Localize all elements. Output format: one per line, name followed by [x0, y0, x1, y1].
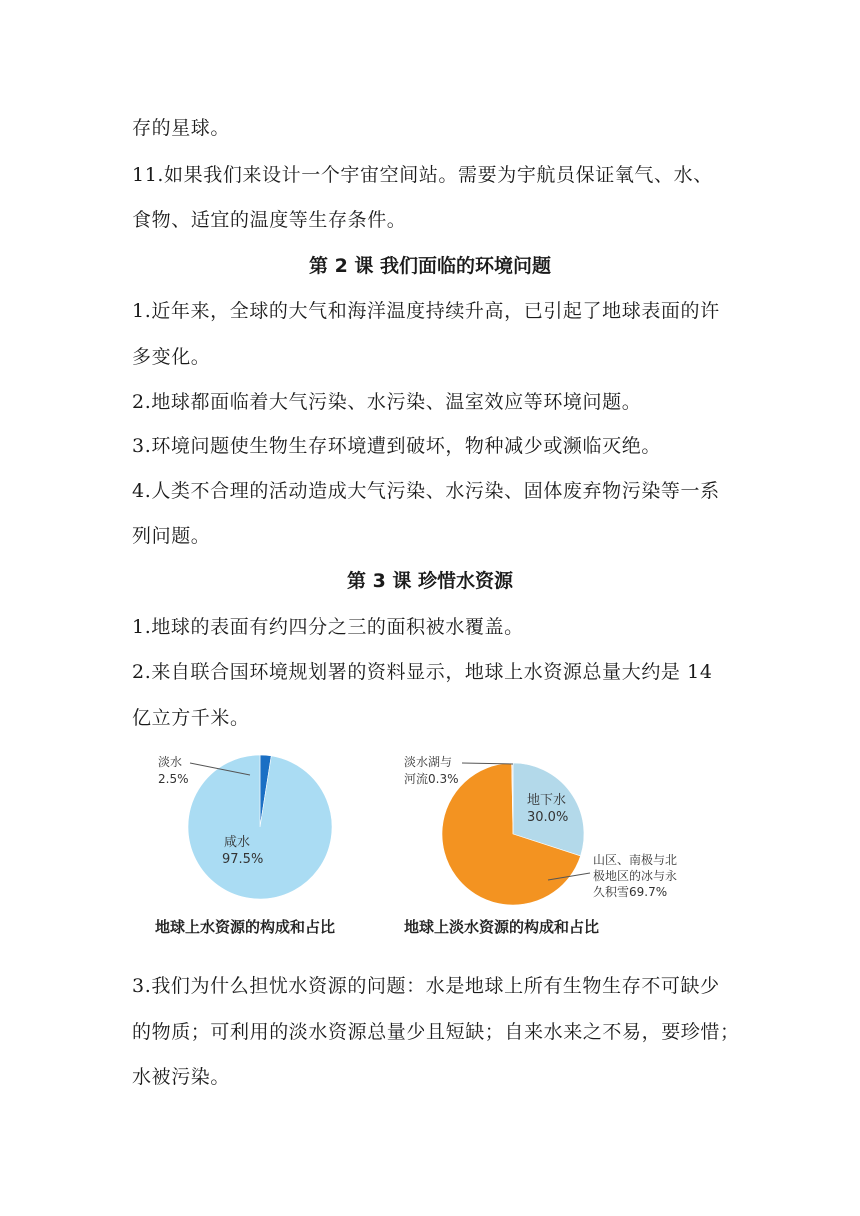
- chart-freshwater-composition: [442, 763, 584, 905]
- body-line-8: 4.人类不合理的活动造成大气污染、水污染、固体废弃物污染等一系: [132, 480, 720, 502]
- body-line-15: 水被污染。: [132, 1066, 231, 1088]
- chart2-label-ice-2: 极地区的冰与永: [593, 869, 678, 883]
- lesson-2-heading: 第 2 课 我们面临的环境问题: [308, 255, 552, 277]
- body-line-5: 多变化。: [132, 346, 211, 368]
- body-line-1: 存的星球。: [132, 117, 231, 139]
- body-line-13: 3.我们为什么担忧水资源的问题：水是地球上所有生物生存不可缺少: [132, 975, 720, 997]
- body-line-14: 的物质；可利用的淡水资源总量少且短缺；自来水来之不易，要珍惜；: [132, 1021, 740, 1043]
- body-line-3: 食物、适宜的温度等生存条件。: [132, 209, 407, 231]
- chart1-label-fresh: 淡水: [158, 755, 183, 769]
- body-line-7: 3.环境问题使生物生存环境遭到破坏，物种减少或濒临灭绝。: [132, 435, 661, 457]
- lesson-3-heading: 第 3 课 珍惜水资源: [346, 570, 514, 592]
- chart2-label-lake-value: 河流0.3%: [404, 772, 459, 786]
- pie-slice-0-1: [188, 755, 332, 899]
- chart2-label-ice-1: 山区、南极与北: [593, 853, 678, 867]
- body-line-10: 1.地球的表面有约四分之三的面积被水覆盖。: [132, 616, 524, 638]
- body-line-2: 11.如果我们来设计一个宇宙空间站。需要为宇航员保证氧气、水、: [132, 164, 713, 186]
- chart2-title: 地球上淡水资源的构成和占比: [404, 918, 600, 936]
- chart2-label-ground-value: 30.0%: [527, 810, 569, 825]
- chart1-label-fresh-value: 2.5%: [158, 772, 189, 786]
- body-line-6: 2.地球都面临着大气污染、水污染、温室效应等环境问题。: [132, 391, 642, 413]
- chart1-label-salt-value: 97.5%: [222, 852, 264, 867]
- body-line-12: 亿立方千米。: [132, 707, 250, 729]
- charts-figure: [0, 742, 860, 952]
- body-line-4: 1.近年来，全球的大气和海洋温度持续升高，已引起了地球表面的许: [132, 300, 720, 322]
- body-line-11: 2.来自联合国环境规划署的资料显示，地球上水资源总量大约是 14: [132, 661, 713, 683]
- chart2-label-lake: 淡水湖与: [404, 755, 453, 769]
- body-line-9: 列问题。: [132, 525, 211, 547]
- chart2-label-ice-3: 久积雪69.7%: [593, 885, 668, 899]
- chart2-label-ground: 地下水: [527, 793, 567, 808]
- chart1-title: 地球上水资源的构成和占比: [155, 918, 336, 936]
- chart1-label-salt: 咸水: [224, 835, 251, 850]
- chart-water-composition: [188, 755, 332, 899]
